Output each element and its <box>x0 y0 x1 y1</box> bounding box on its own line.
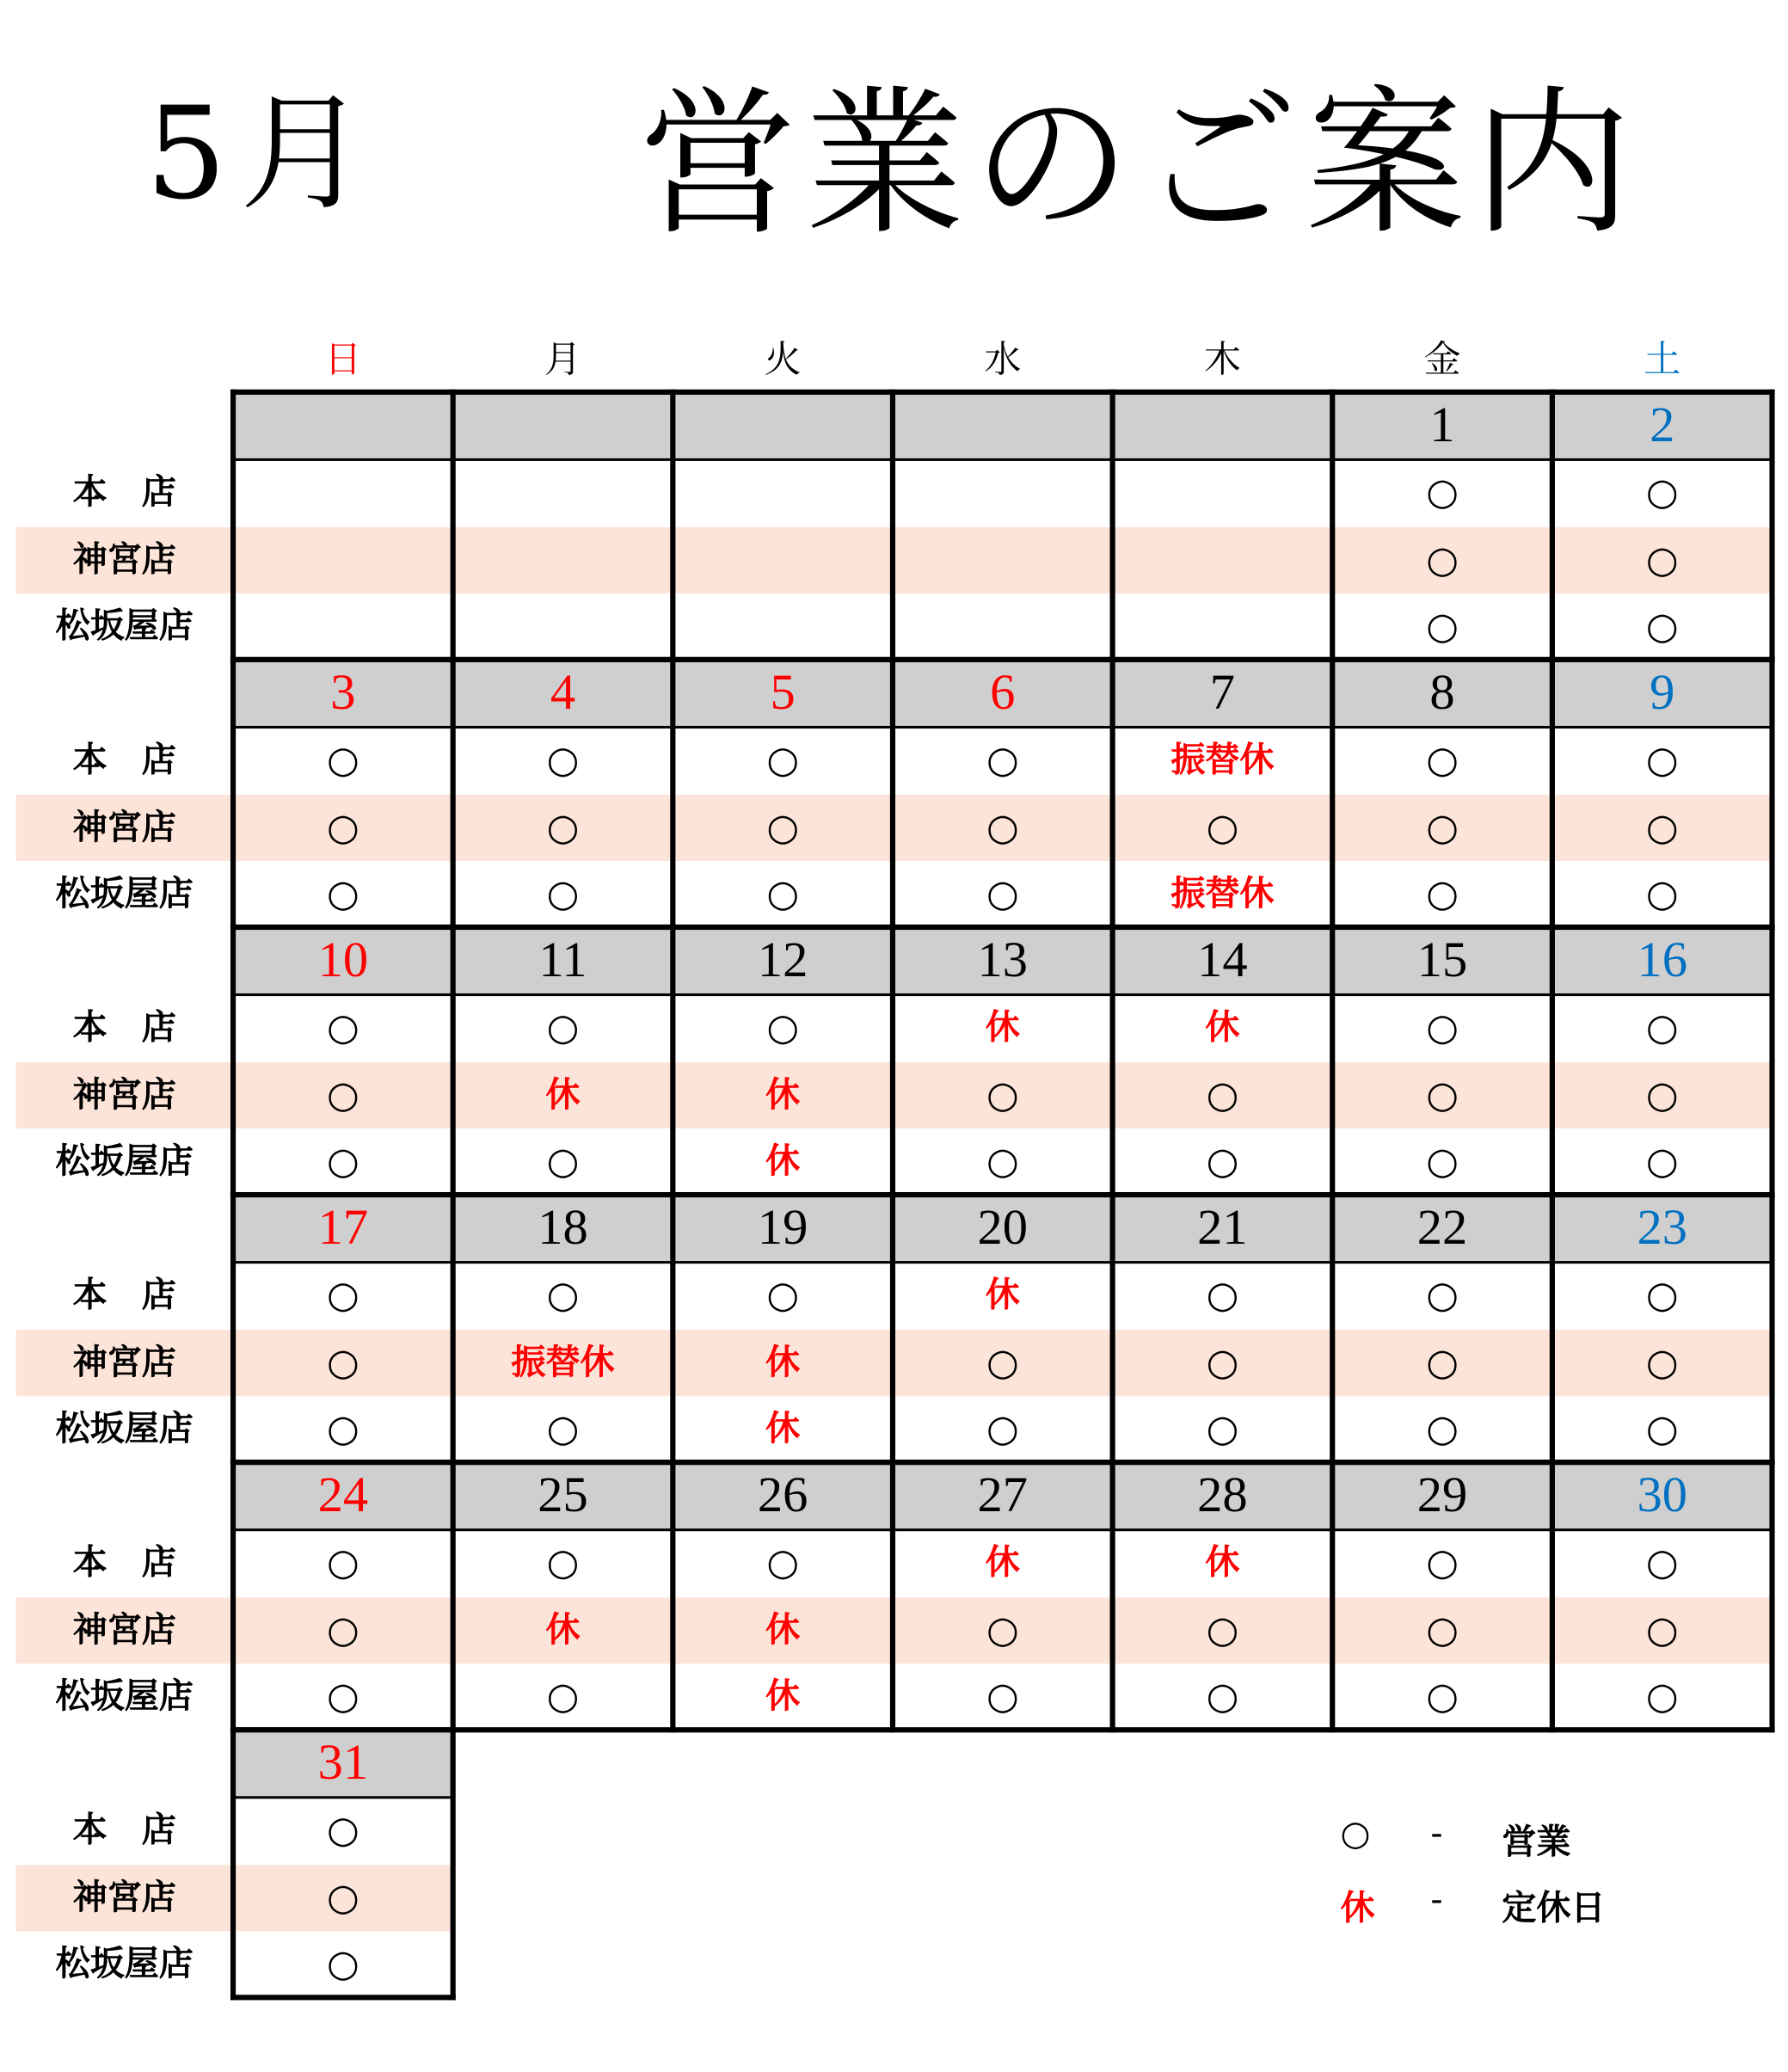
status-cell: ○ <box>986 1339 1019 1384</box>
column-border <box>1330 925 1335 1197</box>
date-number: 2 <box>1650 397 1675 453</box>
status-cell: ○ <box>1645 1540 1679 1584</box>
weekday-header: 月 <box>544 337 582 382</box>
store-label: 本 店 <box>72 1811 176 1851</box>
header-border <box>233 1261 1772 1263</box>
weekday-header: 木 <box>1203 337 1241 382</box>
date-number: 10 <box>317 932 369 988</box>
column-border <box>230 657 236 930</box>
column-border <box>1769 390 1774 662</box>
status-cell: ○ <box>327 1540 359 1584</box>
status-cell: ○ <box>1645 1339 1679 1384</box>
status-cell: ○ <box>327 1674 359 1718</box>
status-cell: ○ <box>986 1072 1019 1116</box>
column-border <box>670 390 675 662</box>
date-number: 22 <box>1416 1200 1468 1256</box>
status-cell: ○ <box>1645 470 1679 514</box>
status-cell: ○ <box>1426 604 1459 649</box>
date-number: 11 <box>538 932 587 988</box>
date-number: 26 <box>757 1467 808 1523</box>
status-cell: ○ <box>1206 804 1239 849</box>
status-cell: ○ <box>766 871 799 916</box>
week-border-top <box>230 1192 1775 1197</box>
status-cell: ○ <box>1426 1607 1459 1651</box>
status-cell: ○ <box>546 1005 580 1049</box>
status-cell: 休 <box>1205 1007 1240 1048</box>
date-number: 4 <box>550 665 576 721</box>
date-number: 19 <box>757 1200 808 1256</box>
column-border <box>1550 1460 1555 1732</box>
status-cell: ○ <box>986 1406 1019 1451</box>
column-border <box>451 1192 456 1465</box>
status-cell: ○ <box>1645 537 1679 581</box>
status-cell: 休 <box>765 1141 801 1182</box>
status-cell: 振替休 <box>1170 874 1275 914</box>
store-label: 本 店 <box>72 1543 176 1583</box>
week-border-top <box>230 390 1775 395</box>
column-border <box>1550 925 1555 1197</box>
status-cell: ○ <box>1426 804 1459 849</box>
status-cell: 休 <box>545 1074 581 1115</box>
column-border <box>451 925 456 1197</box>
status-cell: ○ <box>327 1072 359 1116</box>
status-cell: ○ <box>766 737 799 782</box>
column-border <box>1110 1460 1115 1732</box>
status-cell: ○ <box>327 1874 359 1919</box>
store-label: 松坂屋店 <box>55 606 194 647</box>
status-cell: 休 <box>765 1074 801 1115</box>
store-label: 本 店 <box>72 1276 176 1316</box>
week-border-top <box>230 925 1775 930</box>
store-label: 本 店 <box>72 740 176 781</box>
date-number: 28 <box>1197 1467 1248 1523</box>
status-cell: ○ <box>1426 737 1459 782</box>
status-cell: ○ <box>766 804 799 849</box>
status-cell: ○ <box>1206 1674 1239 1718</box>
status-cell: 休 <box>985 1543 1020 1583</box>
status-cell: ○ <box>327 1272 359 1317</box>
status-cell: ○ <box>1645 804 1679 849</box>
date-number: 21 <box>1197 1200 1248 1256</box>
status-cell: ○ <box>1426 1674 1459 1718</box>
column-border <box>451 1727 456 2000</box>
week-border-bottom <box>230 1727 1775 1732</box>
status-cell: 振替休 <box>1170 740 1275 781</box>
header-border <box>233 1796 453 1798</box>
status-cell: ○ <box>327 1808 359 1852</box>
header-border <box>233 1528 1772 1531</box>
status-cell: ○ <box>546 1272 580 1317</box>
status-cell: ○ <box>986 1607 1019 1651</box>
status-cell: ○ <box>986 1674 1019 1718</box>
store-label: 神宮店 <box>72 807 176 847</box>
week-border-bottom <box>230 1995 456 2000</box>
column-border <box>1330 1460 1335 1732</box>
date-number: 30 <box>1637 1467 1687 1523</box>
column-border <box>1769 1460 1774 1732</box>
legend-symbol: ○ <box>1340 1814 1371 1854</box>
status-cell: ○ <box>766 1272 799 1317</box>
status-cell: ○ <box>986 737 1019 782</box>
column-border <box>1330 657 1335 930</box>
legend-text: 定休日 <box>1502 1889 1606 1929</box>
status-cell: ○ <box>1426 871 1459 916</box>
date-number: 7 <box>1209 665 1236 721</box>
weekday-header: 土 <box>1644 337 1681 382</box>
status-cell: ○ <box>1426 1139 1459 1184</box>
status-cell: ○ <box>1426 1072 1459 1116</box>
status-cell: ○ <box>1426 1406 1459 1451</box>
status-cell: ○ <box>1426 470 1459 514</box>
date-number: 31 <box>317 1735 369 1792</box>
status-cell: ○ <box>1645 604 1679 649</box>
legend-dash: - <box>1430 1880 1443 1921</box>
status-cell: ○ <box>1645 1607 1679 1651</box>
column-border <box>670 1460 675 1732</box>
status-cell: 振替休 <box>511 1342 615 1382</box>
date-number: 17 <box>317 1200 369 1256</box>
date-number: 8 <box>1429 665 1455 721</box>
status-cell: ○ <box>327 1139 359 1184</box>
column-border <box>890 390 895 662</box>
status-cell: ○ <box>1645 871 1679 916</box>
column-border <box>1110 1192 1115 1465</box>
column-border <box>1110 390 1115 662</box>
status-cell: ○ <box>546 1406 580 1451</box>
weekday-header: 金 <box>1423 337 1461 382</box>
status-cell: ○ <box>1645 1005 1679 1049</box>
status-cell: ○ <box>1206 1139 1239 1184</box>
store-label: 神宮店 <box>72 1074 176 1115</box>
status-cell: ○ <box>1426 1540 1459 1584</box>
store-label: 本 店 <box>72 472 176 513</box>
status-cell: ○ <box>327 737 359 782</box>
status-cell: ○ <box>986 1139 1019 1184</box>
header-border <box>233 726 1772 729</box>
status-cell: 休 <box>545 1609 581 1651</box>
status-cell: 休 <box>765 1676 801 1717</box>
weekday-header: 水 <box>984 337 1022 382</box>
column-border <box>890 925 895 1197</box>
date-number: 13 <box>977 932 1029 988</box>
date-number: 18 <box>538 1200 588 1256</box>
column-border <box>451 1460 456 1732</box>
status-cell: 休 <box>985 1276 1020 1316</box>
status-cell: ○ <box>1645 1072 1679 1116</box>
column-border <box>451 657 456 930</box>
column-border <box>1110 925 1115 1197</box>
status-cell: ○ <box>1645 737 1679 782</box>
status-cell: ○ <box>1426 1005 1459 1049</box>
column-border <box>670 657 675 930</box>
status-cell: ○ <box>1426 537 1459 581</box>
date-number: 3 <box>330 665 356 721</box>
column-border <box>230 390 236 662</box>
status-cell: ○ <box>546 871 580 916</box>
status-cell: ○ <box>546 1674 580 1718</box>
status-cell: ○ <box>546 804 580 849</box>
status-cell: ○ <box>546 737 580 782</box>
store-label: 松坂屋店 <box>55 1944 194 1984</box>
date-number: 20 <box>977 1200 1029 1256</box>
status-cell: ○ <box>1206 1272 1239 1317</box>
status-cell: 休 <box>765 1409 801 1449</box>
status-cell: 休 <box>765 1609 801 1651</box>
date-number: 12 <box>757 932 808 988</box>
date-number: 9 <box>1650 665 1675 721</box>
date-number: 6 <box>990 665 1016 721</box>
column-border <box>230 1192 236 1465</box>
status-cell: ○ <box>327 1406 359 1451</box>
status-cell: ○ <box>766 1005 799 1049</box>
date-number: 27 <box>977 1467 1029 1523</box>
store-label: 神宮店 <box>72 1609 176 1651</box>
column-border <box>1769 1192 1774 1465</box>
column-border <box>890 1192 895 1465</box>
week-border-top <box>230 1727 456 1732</box>
status-cell: ○ <box>766 1540 799 1584</box>
status-cell: ○ <box>546 1540 580 1584</box>
status-cell: ○ <box>986 871 1019 916</box>
column-border <box>1550 1192 1555 1465</box>
date-number: 25 <box>538 1467 588 1523</box>
status-cell: ○ <box>546 1139 580 1184</box>
status-cell: ○ <box>1426 1339 1459 1384</box>
title-main: 営業のご案内 <box>638 72 1640 257</box>
column-border <box>1330 1192 1335 1465</box>
store-label: 神宮店 <box>72 1342 176 1382</box>
status-cell: ○ <box>1206 1406 1239 1451</box>
column-border <box>451 390 456 662</box>
status-cell: 休 <box>1205 1543 1240 1583</box>
store-label: 神宮店 <box>72 539 176 580</box>
status-cell: ○ <box>327 1941 359 1986</box>
date-number: 29 <box>1416 1467 1468 1523</box>
status-cell: ○ <box>1206 1339 1239 1384</box>
status-cell: ○ <box>327 1339 359 1384</box>
status-cell: ○ <box>1645 1139 1679 1184</box>
header-border <box>233 458 1772 461</box>
column-border <box>1769 925 1774 1197</box>
status-cell: ○ <box>986 804 1019 849</box>
status-cell: ○ <box>327 871 359 916</box>
date-number: 5 <box>770 665 796 721</box>
store-label: 松坂屋店 <box>55 1676 194 1717</box>
date-number: 15 <box>1416 932 1468 988</box>
column-border <box>230 1460 236 1732</box>
date-number: 14 <box>1197 932 1248 988</box>
legend-text: 営業 <box>1502 1823 1571 1863</box>
title-month: 5月 <box>145 79 381 228</box>
store-label: 松坂屋店 <box>55 1409 194 1449</box>
column-border <box>890 657 895 930</box>
status-cell: 休 <box>765 1342 801 1382</box>
status-cell: ○ <box>327 1005 359 1049</box>
weekday-header: 火 <box>764 337 802 382</box>
store-label: 松坂屋店 <box>55 1141 194 1182</box>
weekday-header: 日 <box>324 337 362 382</box>
column-border <box>1550 657 1555 930</box>
date-number: 1 <box>1429 397 1455 453</box>
status-cell: ○ <box>1206 1072 1239 1116</box>
week-border-top <box>230 657 1775 662</box>
store-label: 本 店 <box>72 1007 176 1048</box>
store-label: 神宮店 <box>72 1877 176 1918</box>
status-cell: ○ <box>1645 1674 1679 1718</box>
column-border <box>1769 657 1774 930</box>
status-cell: ○ <box>327 1607 359 1651</box>
status-cell: 休 <box>985 1007 1020 1048</box>
status-cell: ○ <box>1645 1406 1679 1451</box>
column-border <box>890 1460 895 1732</box>
date-number: 23 <box>1637 1200 1687 1256</box>
store-label: 松坂屋店 <box>55 874 194 914</box>
legend-dash: - <box>1430 1814 1443 1854</box>
column-border <box>1110 657 1115 930</box>
header-border <box>233 993 1772 996</box>
date-number: 24 <box>317 1467 369 1523</box>
column-border <box>670 925 675 1197</box>
week-border-top <box>230 1460 1775 1465</box>
status-cell: ○ <box>327 804 359 849</box>
legend-symbol: 休 <box>1340 1889 1375 1929</box>
column-border <box>670 1192 675 1465</box>
status-cell: ○ <box>1426 1272 1459 1317</box>
column-border <box>230 1727 236 2000</box>
column-border <box>1550 390 1555 662</box>
column-border <box>230 925 236 1197</box>
column-border <box>1330 390 1335 662</box>
date-number: 16 <box>1637 932 1687 988</box>
status-cell: ○ <box>1206 1607 1239 1651</box>
status-cell: ○ <box>1645 1272 1679 1317</box>
